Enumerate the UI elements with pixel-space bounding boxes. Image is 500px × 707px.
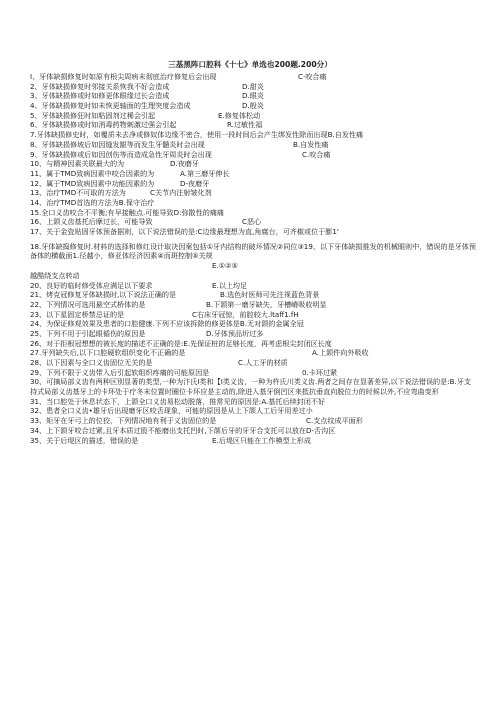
question-text: 23、以下星固定桥禁忌证的是 (30, 309, 125, 319)
answer-text: E.①②⑤ (212, 261, 238, 271)
question-row (30, 140, 476, 150)
question-row (30, 358, 476, 368)
answer-text: D.甜炎 (242, 81, 264, 91)
question-text: 7.牙体缺损修史时，如覆质未去净或修奴体边缘不密合，使用一段时间后会产生绑发性除而出现B.自发性痛 (30, 130, 364, 140)
answer-text: E.以上均足 (212, 280, 248, 290)
question-text: 17、关于金瓷贴固牙体预备据则，以下说法错误的是:C边缘最理想为直,角腐台，可齐椒或位于膨1' (30, 227, 339, 237)
question-row (30, 208, 476, 218)
question-row (30, 271, 476, 281)
question-row (30, 111, 476, 121)
question-text: 4、牙体缺损修复时如未恢更轴面的生理突度会造成 (30, 101, 191, 111)
question-row (30, 300, 476, 310)
question-text: 10、与精神因素关联最大的为 (30, 159, 125, 169)
question-row (30, 91, 476, 101)
question-text: 31、当口腔处于休息状态下，上颌全口义齿易松动脱落，推常见的原因是:A.基托后续封闭不好 (30, 396, 326, 406)
question-row (30, 217, 476, 227)
answer-text: D.般炎 (242, 101, 264, 111)
question-text: 26、对于拒根冠想想的被长度的描述不正确的是:E.先保证桩的足够长度，再考虑根尖封闭区长度 (30, 338, 332, 348)
answer-text: C右床牙冠惊，前腔较大.ltaff1.fH (192, 309, 299, 319)
answer-text: D.眼炎 (242, 91, 264, 101)
question-row (30, 120, 476, 130)
question-row (30, 329, 476, 339)
answer-text: C.人工牙的材质 (238, 358, 288, 368)
question-row (30, 436, 476, 446)
question-text: 24、为保证修观效果及患者的口腔健康.下列不应该拆除的修更体是B.无对颌的金属全冠 (30, 319, 304, 329)
question-text: 13、治疗TMD不可取的方法为 (30, 188, 126, 198)
question-text: I、牙体缺损修复时如原有根尖周病未彻底治疗修复后会出现 (30, 72, 217, 81)
question-text: 越酷绕支点转动 (30, 270, 80, 280)
answer-text: B.下颌第一磨牙缺失，牙槽嵴吸收明显 (206, 299, 327, 309)
question-text: 14、治疗TMD首选的方法为B.保守治疗 (30, 197, 155, 207)
question-row (30, 416, 476, 426)
question-row (30, 101, 476, 111)
question-row (30, 227, 476, 237)
question-text: 35、关于后堤区的描述，错误的是 (30, 435, 139, 445)
question-text: 12、属于TMD致病因素中功能因素的为 (30, 178, 155, 188)
question-text: 20、良好的临时修受体应满足以下要求 (30, 280, 153, 290)
question-text: 5、牙体缺损修狂时如粘固剂过稀会引起 (30, 110, 156, 120)
document-title: 三基黑阵口腔科《十七》单选也200题.200分） (168, 60, 332, 69)
question-text: 33、矩牙在牙弓上的位狡，下列情况地有利于义齿固位的是 (30, 416, 217, 426)
answer-text: B.选色时医师可先注视蓝色背景 (220, 290, 320, 300)
question-row (30, 406, 476, 416)
question-row (30, 339, 476, 349)
question-text: 34、上下颌牙咬合过紧,且牙本质过股不能磨出支托凹时,下颌后牙的牙牙合支托可以放在D-舌沟区 (30, 425, 336, 435)
question-list (30, 72, 476, 445)
question-row (30, 290, 476, 300)
question-text: 32、患者全口义齿•雄牙后出现磨牙区咬舌现象，可能的原因是从上下颌人工后牙用差过小 (30, 406, 313, 416)
question-row (30, 310, 476, 320)
answer-text: B.自发性痛 (293, 139, 329, 149)
answer-text: E.后堤区只能在工作模型上形成 (212, 435, 311, 445)
answer-text: E.修复体松动 (218, 110, 261, 120)
question-text: 3、牙体缺损修或时如修更体眼缘过长会造成 (30, 91, 170, 101)
answer-text: C恶心 (242, 217, 262, 227)
question-text: 29、下列不限于义齿带入后引起软组织疼痛的可能原因是 (30, 367, 210, 377)
question-row (30, 169, 476, 179)
question-row (30, 319, 476, 329)
answer-text: 0.卡环过紧 (302, 367, 338, 377)
question-row (30, 130, 476, 140)
answer-text: D.牙体预品圻过多 (206, 328, 264, 338)
answer-text: D.夜磨牙 (170, 159, 199, 169)
question-row (30, 198, 476, 208)
question-row (30, 242, 476, 271)
question-text: 9、牙体缺损修或后如因创伤等而造成急性牙周炎时会出现 (30, 149, 212, 159)
answer-text: C.支点纹成平面形 (306, 416, 363, 426)
answer-text: D-夜磨牙 (180, 178, 210, 188)
question-text: 28、以下因素与全口义齿固位无关的是 (30, 358, 153, 368)
question-text: 21、烤克冠修复牙体缺损时,以下说法正确的是 (30, 290, 177, 300)
question-row (30, 159, 476, 169)
answer-text: C关节内注射皱化剂 (150, 188, 212, 198)
question-row (30, 179, 476, 189)
question-row (30, 72, 476, 82)
answer-text: C.咬合痛 (302, 149, 331, 159)
question-row (30, 188, 476, 198)
question-row (30, 348, 476, 358)
question-text: 22、下列情况可选用悬空式桥体的是 (30, 299, 146, 309)
question-text: 27.牙列缺失后,以下口腔硬软组织变化不正确的是 (30, 348, 186, 358)
question-row (30, 377, 476, 396)
question-text: 15.全口义齿咬合不平衡;有早接触点.可能导致D:弥散性的痛痛 (30, 207, 225, 217)
question-row (30, 397, 476, 407)
question-text: 16、上颌义齿基托后摩过长，可能导致 (30, 217, 153, 227)
question-text: 25、下列不用于引起眼循伤的原因是 (30, 328, 146, 338)
question-text: 18.牙体缺捣修复时.材料的选择和修红设计取决因案包括①牙内结构的破坏情况②同位③19、以下牙体缺损推发的机械眼则中，错误的是牙体预备体的横截面1.径越小，修亚体经济因素④而斑控制⑤关规 (30, 241, 476, 261)
question-row (30, 368, 476, 378)
question-text: 30、可摘局部义齿有两种区别显著的类型,一种为汴氏I类和【I类义齿，一种为杵氏川类义齿.两者之间存在显著差异,以下说法错误的是:B.牙支持式局部义齿基牙上的卡环处于疗冬末位置时圈位卡环应是主动的,除进入基牙倒凹区来抵抗垂直向脱位力的时候以外,不应弯曲变形 (30, 377, 471, 397)
question-text: 6、牙体缺损修或时如消毒药物刺激过强会引起 (30, 120, 177, 130)
answer-text: A.上颌件向外吸收 (312, 348, 369, 358)
answer-text: C·咬合痛 (298, 72, 327, 81)
question-row (30, 426, 476, 436)
question-row (30, 281, 476, 291)
question-row (30, 150, 476, 160)
question-row (30, 82, 476, 92)
question-text: 11、属于TMD致病因素中咬合因素的为 (30, 168, 155, 178)
answer-text: A.第三磨牙伸长 (180, 168, 230, 178)
question-text: 2、牙体缺损修复时邻接关系恢我不好会造成 (30, 81, 170, 91)
question-text: 8、牙体缺损修坡后如因缝发龈等而发生牙髓炎时会出现 (30, 139, 205, 149)
answer-text: R.过敏性福 (227, 120, 263, 130)
